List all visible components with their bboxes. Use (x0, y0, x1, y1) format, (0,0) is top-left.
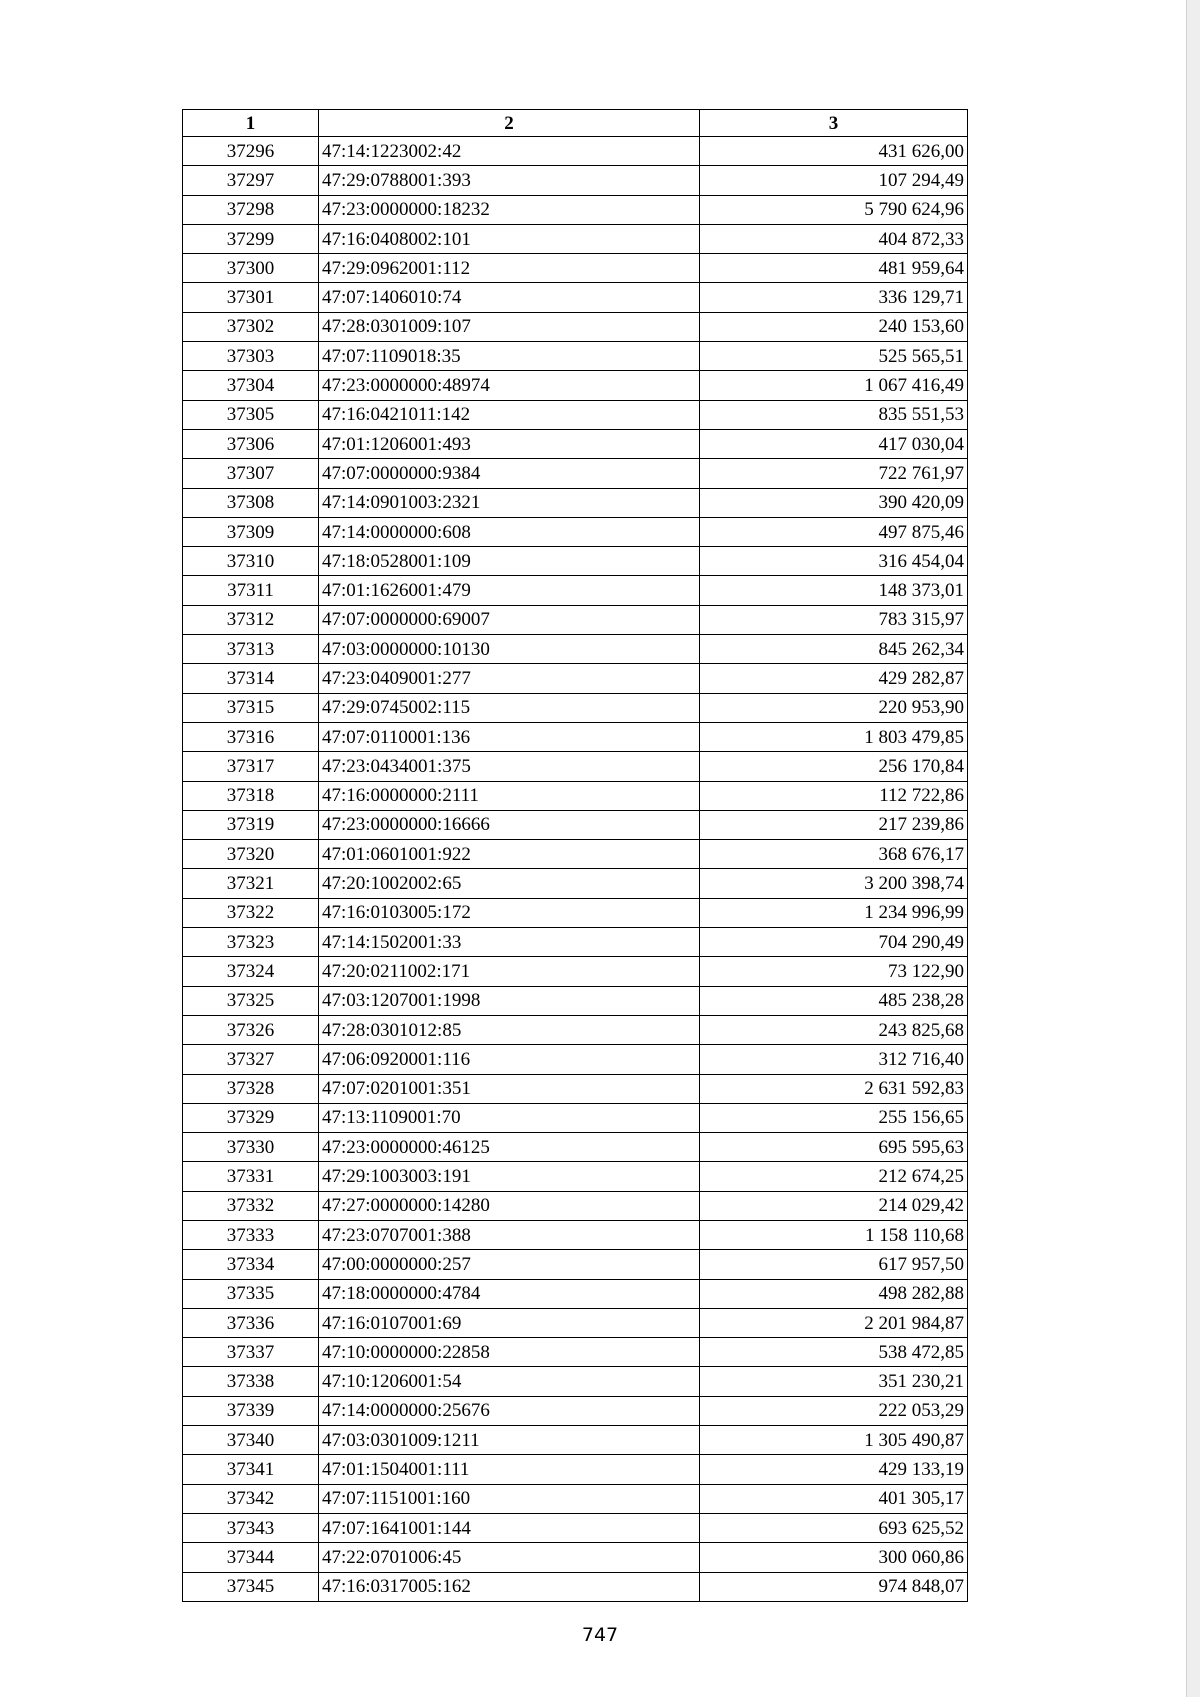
cadastral-number-cell: 47:07:1109018:35 (319, 342, 700, 371)
value-cell: 368 676,17 (700, 840, 968, 869)
table-row (183, 1426, 968, 1455)
table-body (183, 137, 968, 1602)
row-number-cell: 37306 (183, 429, 319, 458)
table-row (183, 928, 968, 957)
table-row (183, 1250, 968, 1279)
table-row (183, 1396, 968, 1425)
table-row (183, 752, 968, 781)
table-row (183, 781, 968, 810)
value-cell: 3 200 398,74 (700, 869, 968, 898)
table-row (183, 1162, 968, 1191)
cadastral-number-cell: 47:07:0000000:9384 (319, 459, 700, 488)
value-cell: 617 957,50 (700, 1250, 968, 1279)
table-row (183, 1455, 968, 1484)
value-cell: 1 305 490,87 (700, 1426, 968, 1455)
value-cell: 704 290,49 (700, 928, 968, 957)
cadastral-number-cell: 47:16:0103005:172 (319, 898, 700, 927)
table-row (183, 429, 968, 458)
table-row (183, 312, 968, 341)
cadastral-number-cell: 47:01:0601001:922 (319, 840, 700, 869)
row-number-cell: 37329 (183, 1103, 319, 1132)
value-cell: 217 239,86 (700, 810, 968, 839)
table-row (183, 488, 968, 517)
row-number-cell: 37334 (183, 1250, 319, 1279)
table-row (183, 840, 968, 869)
table-row (183, 1279, 968, 1308)
row-number-cell: 37328 (183, 1074, 319, 1103)
value-cell: 256 170,84 (700, 752, 968, 781)
row-number-cell: 37314 (183, 664, 319, 693)
cadastral-number-cell: 47:18:0528001:109 (319, 547, 700, 576)
cadastral-number-cell: 47:23:0409001:277 (319, 664, 700, 693)
table-header-row (183, 110, 968, 137)
table-row (183, 459, 968, 488)
value-cell: 845 262,34 (700, 635, 968, 664)
row-number-cell: 37333 (183, 1220, 319, 1249)
value-cell: 429 133,19 (700, 1455, 968, 1484)
row-number-cell: 37317 (183, 752, 319, 781)
value-cell: 336 129,71 (700, 283, 968, 312)
cadastral-number-cell: 47:07:1406010:74 (319, 283, 700, 312)
table-row (183, 137, 968, 166)
value-cell: 240 153,60 (700, 312, 968, 341)
row-number-cell: 37316 (183, 722, 319, 751)
table-row (183, 1513, 968, 1542)
table-row (183, 166, 968, 195)
value-cell: 485 238,28 (700, 986, 968, 1015)
cadastral-number-cell: 47:14:0901003:2321 (319, 488, 700, 517)
table-row (183, 1220, 968, 1249)
table-row (183, 1484, 968, 1513)
cadastral-number-cell: 47:07:0000000:69007 (319, 605, 700, 634)
value-cell: 214 029,42 (700, 1191, 968, 1220)
cadastral-number-cell: 47:01:1504001:111 (319, 1455, 700, 1484)
value-cell: 5 790 624,96 (700, 195, 968, 224)
column-header-2: 2 (319, 110, 700, 137)
value-cell: 243 825,68 (700, 1015, 968, 1044)
value-cell: 390 420,09 (700, 488, 968, 517)
table-row (183, 1015, 968, 1044)
row-number-cell: 37300 (183, 254, 319, 283)
table-row (183, 283, 968, 312)
table-row (183, 254, 968, 283)
row-number-cell: 37308 (183, 488, 319, 517)
row-number-cell: 37338 (183, 1367, 319, 1396)
value-cell: 498 282,88 (700, 1279, 968, 1308)
cadastral-number-cell: 47:20:0211002:171 (319, 957, 700, 986)
page-right-edge (1186, 0, 1200, 1697)
cadastral-number-cell: 47:07:1151001:160 (319, 1484, 700, 1513)
cadastral-number-cell: 47:06:0920001:116 (319, 1045, 700, 1074)
column-header-1: 1 (183, 110, 319, 137)
table-row (183, 1308, 968, 1337)
cadastral-number-cell: 47:23:0707001:388 (319, 1220, 700, 1249)
row-number-cell: 37320 (183, 840, 319, 869)
cadastral-number-cell: 47:29:0962001:112 (319, 254, 700, 283)
table-row (183, 195, 968, 224)
row-number-cell: 37343 (183, 1513, 319, 1542)
row-number-cell: 37303 (183, 342, 319, 371)
cadastral-number-cell: 47:29:0788001:393 (319, 166, 700, 195)
table-row (183, 1133, 968, 1162)
row-number-cell: 37327 (183, 1045, 319, 1074)
row-number-cell: 37319 (183, 810, 319, 839)
row-number-cell: 37330 (183, 1133, 319, 1162)
table-row (183, 664, 968, 693)
row-number-cell: 37337 (183, 1338, 319, 1367)
row-number-cell: 37296 (183, 137, 319, 166)
value-cell: 1 803 479,85 (700, 722, 968, 751)
row-number-cell: 37322 (183, 898, 319, 927)
table-row (183, 605, 968, 634)
value-cell: 722 761,97 (700, 459, 968, 488)
row-number-cell: 37299 (183, 224, 319, 253)
row-number-cell: 37310 (183, 547, 319, 576)
table-row (183, 517, 968, 546)
value-cell: 481 959,64 (700, 254, 968, 283)
value-cell: 73 122,90 (700, 957, 968, 986)
row-number-cell: 37302 (183, 312, 319, 341)
table-row (183, 1572, 968, 1601)
table-row (183, 693, 968, 722)
value-cell: 255 156,65 (700, 1103, 968, 1132)
value-cell: 107 294,49 (700, 166, 968, 195)
cadastral-number-cell: 47:10:0000000:22858 (319, 1338, 700, 1367)
table-row (183, 371, 968, 400)
table-row (183, 224, 968, 253)
cadastral-number-cell: 47:13:1109001:70 (319, 1103, 700, 1132)
value-cell: 316 454,04 (700, 547, 968, 576)
value-cell: 1 158 110,68 (700, 1220, 968, 1249)
table-row (183, 898, 968, 927)
row-number-cell: 37323 (183, 928, 319, 957)
table-row (183, 1338, 968, 1367)
cadastral-number-cell: 47:03:0301009:1211 (319, 1426, 700, 1455)
row-number-cell: 37342 (183, 1484, 319, 1513)
row-number-cell: 37304 (183, 371, 319, 400)
cadastral-number-cell: 47:16:0408002:101 (319, 224, 700, 253)
cadastral-number-cell: 47:20:1002002:65 (319, 869, 700, 898)
cadastral-number-cell: 47:14:0000000:608 (319, 517, 700, 546)
table-row (183, 342, 968, 371)
cadastral-number-cell: 47:29:0745002:115 (319, 693, 700, 722)
table-row (183, 635, 968, 664)
cadastral-number-cell: 47:18:0000000:4784 (319, 1279, 700, 1308)
cadastral-number-cell: 47:07:0110001:136 (319, 722, 700, 751)
value-cell: 351 230,21 (700, 1367, 968, 1396)
value-cell: 220 953,90 (700, 693, 968, 722)
cadastral-number-cell: 47:23:0434001:375 (319, 752, 700, 781)
cadastral-number-cell: 47:16:0317005:162 (319, 1572, 700, 1601)
value-cell: 538 472,85 (700, 1338, 968, 1367)
table-row (183, 986, 968, 1015)
cadastral-number-cell: 47:27:0000000:14280 (319, 1191, 700, 1220)
table-row (183, 576, 968, 605)
table-row (183, 869, 968, 898)
row-number-cell: 37336 (183, 1308, 319, 1337)
row-number-cell: 37331 (183, 1162, 319, 1191)
table-row (183, 1045, 968, 1074)
table-row (183, 1191, 968, 1220)
row-number-cell: 37340 (183, 1426, 319, 1455)
row-number-cell: 37298 (183, 195, 319, 224)
value-cell: 300 060,86 (700, 1543, 968, 1572)
value-cell: 222 053,29 (700, 1396, 968, 1425)
cadastral-number-cell: 47:07:1641001:144 (319, 1513, 700, 1542)
row-number-cell: 37325 (183, 986, 319, 1015)
value-cell: 783 315,97 (700, 605, 968, 634)
cadastral-number-cell: 47:22:0701006:45 (319, 1543, 700, 1572)
table-row (183, 400, 968, 429)
cadastral-number-cell: 47:01:1626001:479 (319, 576, 700, 605)
cadastral-number-cell: 47:16:0107001:69 (319, 1308, 700, 1337)
value-cell: 1 067 416,49 (700, 371, 968, 400)
value-cell: 417 030,04 (700, 429, 968, 458)
value-cell: 835 551,53 (700, 400, 968, 429)
row-number-cell: 37345 (183, 1572, 319, 1601)
value-cell: 312 716,40 (700, 1045, 968, 1074)
table-row (183, 810, 968, 839)
row-number-cell: 37313 (183, 635, 319, 664)
value-cell: 112 722,86 (700, 781, 968, 810)
row-number-cell: 37324 (183, 957, 319, 986)
row-number-cell: 37318 (183, 781, 319, 810)
value-cell: 401 305,17 (700, 1484, 968, 1513)
cadastral-number-cell: 47:23:0000000:18232 (319, 195, 700, 224)
value-cell: 404 872,33 (700, 224, 968, 253)
page-number: 747 (581, 1624, 619, 1646)
row-number-cell: 37341 (183, 1455, 319, 1484)
value-cell: 497 875,46 (700, 517, 968, 546)
row-number-cell: 37305 (183, 400, 319, 429)
table-row (183, 1074, 968, 1103)
data-table (182, 109, 968, 1602)
table-row (183, 1367, 968, 1396)
row-number-cell: 37309 (183, 517, 319, 546)
cadastral-number-cell: 47:16:0000000:2111 (319, 781, 700, 810)
value-cell: 212 674,25 (700, 1162, 968, 1191)
value-cell: 1 234 996,99 (700, 898, 968, 927)
table-row (183, 1543, 968, 1572)
cadastral-number-cell: 47:10:1206001:54 (319, 1367, 700, 1396)
row-number-cell: 37301 (183, 283, 319, 312)
row-number-cell: 37297 (183, 166, 319, 195)
row-number-cell: 37339 (183, 1396, 319, 1425)
cadastral-number-cell: 47:01:1206001:493 (319, 429, 700, 458)
value-cell: 695 595,63 (700, 1133, 968, 1162)
row-number-cell: 37307 (183, 459, 319, 488)
row-number-cell: 37315 (183, 693, 319, 722)
row-number-cell: 37321 (183, 869, 319, 898)
row-number-cell: 37332 (183, 1191, 319, 1220)
value-cell: 2 201 984,87 (700, 1308, 968, 1337)
cadastral-number-cell: 47:23:0000000:16666 (319, 810, 700, 839)
row-number-cell: 37335 (183, 1279, 319, 1308)
row-number-cell: 37344 (183, 1543, 319, 1572)
cadastral-number-cell: 47:00:0000000:257 (319, 1250, 700, 1279)
value-cell: 431 626,00 (700, 137, 968, 166)
cadastral-number-cell: 47:23:0000000:46125 (319, 1133, 700, 1162)
cadastral-number-cell: 47:14:1502001:33 (319, 928, 700, 957)
cadastral-number-cell: 47:29:1003003:191 (319, 1162, 700, 1191)
cadastral-number-cell: 47:28:0301009:107 (319, 312, 700, 341)
value-cell: 693 625,52 (700, 1513, 968, 1542)
cadastral-number-cell: 47:14:1223002:42 (319, 137, 700, 166)
cadastral-number-cell: 47:07:0201001:351 (319, 1074, 700, 1103)
cadastral-number-cell: 47:03:1207001:1998 (319, 986, 700, 1015)
value-cell: 2 631 592,83 (700, 1074, 968, 1103)
table-row (183, 1103, 968, 1132)
row-number-cell: 37311 (183, 576, 319, 605)
cadastral-number-cell: 47:23:0000000:48974 (319, 371, 700, 400)
table-row (183, 722, 968, 751)
value-cell: 974 848,07 (700, 1572, 968, 1601)
value-cell: 525 565,51 (700, 342, 968, 371)
cadastral-number-cell: 47:14:0000000:25676 (319, 1396, 700, 1425)
row-number-cell: 37312 (183, 605, 319, 634)
table-row (183, 547, 968, 576)
cadastral-number-cell: 47:16:0421011:142 (319, 400, 700, 429)
table-row (183, 957, 968, 986)
column-header-3: 3 (700, 110, 968, 137)
cadastral-number-cell: 47:28:0301012:85 (319, 1015, 700, 1044)
value-cell: 429 282,87 (700, 664, 968, 693)
row-number-cell: 37326 (183, 1015, 319, 1044)
cadastral-number-cell: 47:03:0000000:10130 (319, 635, 700, 664)
value-cell: 148 373,01 (700, 576, 968, 605)
